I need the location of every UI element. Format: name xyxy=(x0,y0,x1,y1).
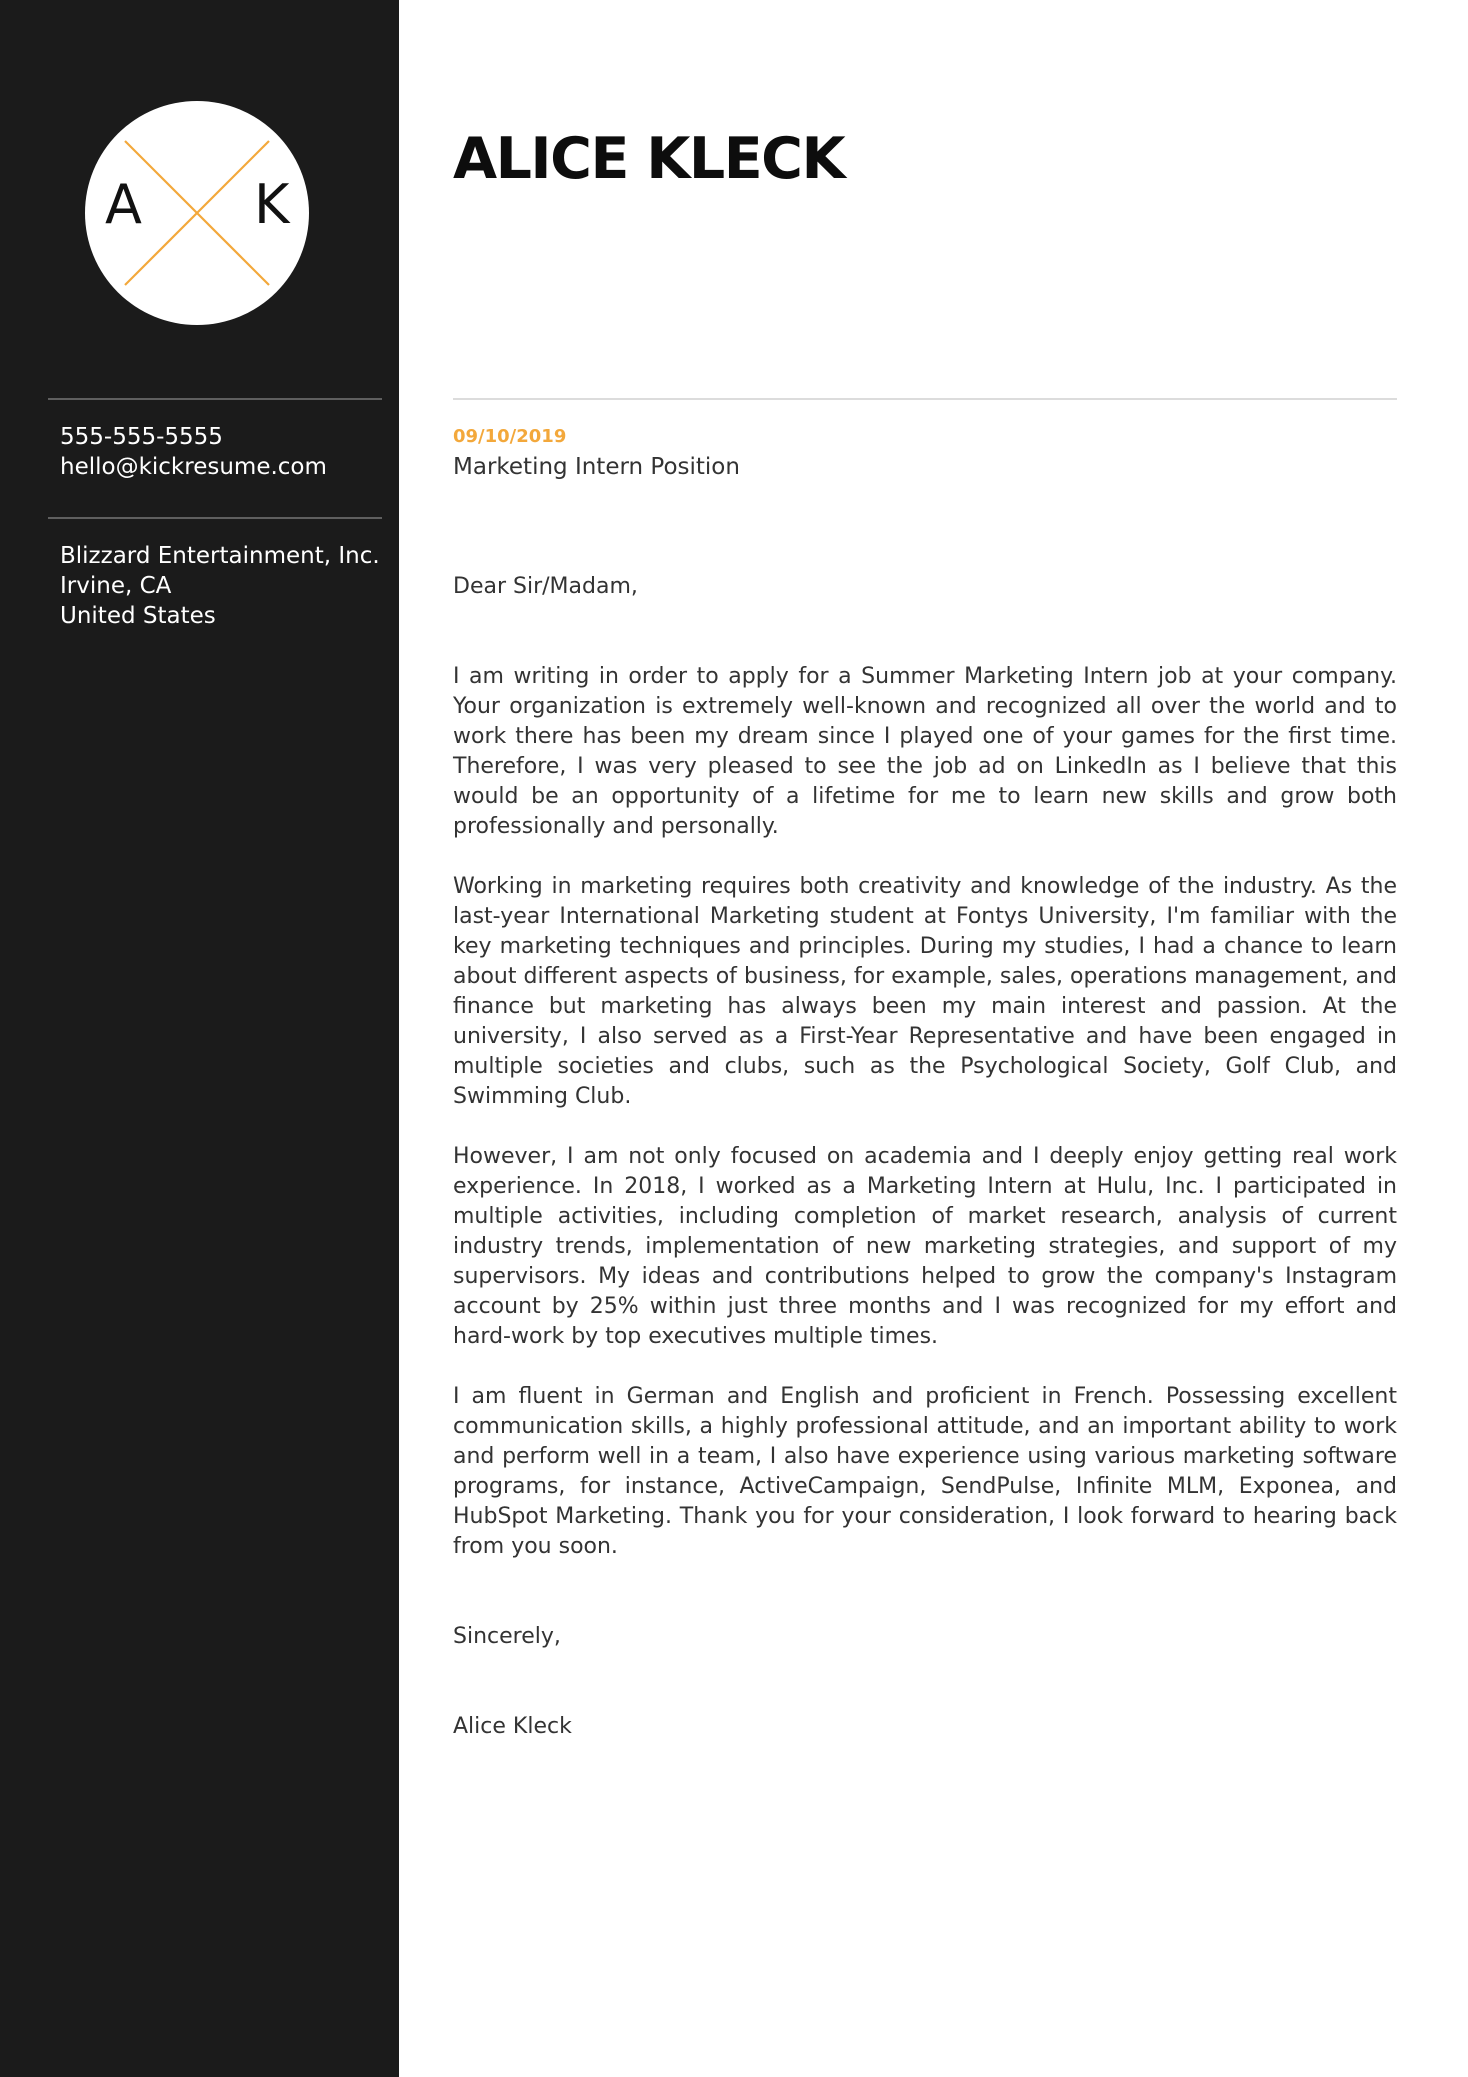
letter-date: 09/10/2019 xyxy=(453,426,567,447)
body-paragraph-1: I am writing in order to apply for a Summer Marketing Intern job at your company. Your organization is extremely well-known and recognized all over the world and to work there has been my dream since I played one of your games for the first time. Therefore, I was very pleased to see the job ad on LinkedIn as I believe that this would be an opportunity of a lifetime for me to learn new skills and grow both professionally and personally. xyxy=(453,664,1397,839)
applicant-name: ALICE KLECK xyxy=(453,126,845,192)
body-paragraph-2: Working in marketing requires both creativity and knowledge of the industry. As the last-year International Marketing student at Fontys University, I'm familiar with the key marketing techniques and principles. During my studies, I had a chance to learn about different aspects of business, for example, sales, operations management, and finance but marketing has always been my main interest and passion. At the university, I also served as a First-Year Representative and have been engaged in multiple societies and clubs, such as the Psychological Society, Golf Club, and Swimming Club. xyxy=(453,874,1397,1109)
recipient-city: Irvine, CA xyxy=(60,573,172,599)
header-divider xyxy=(453,398,1397,400)
salutation: Dear Sir/Madam, xyxy=(453,574,638,599)
body-paragraph-3: However, I am not only focused on academia and I deeply enjoy getting real work experience. In 2018, I worked as a Marketing Intern at Hulu, Inc. I participated in multiple activities, including completion of market research, analysis of current industry trends, implementation of new marketing strategies, and support of my supervisors. My ideas and contributions helped to grow the company's Instagram account by 25% within just three months and I was recognized for my effort and hard-work by top executives multiple times. xyxy=(453,1144,1397,1349)
recipient-address-block xyxy=(60,541,380,631)
monogram-initial-left: A xyxy=(105,173,142,236)
body-paragraph-4: I am fluent in German and English and proficient in French. Possessing excellent communication skills, a highly professional attitude, and an important ability to work and perform well in a team, I also have experience using various marketing software programs, for instance, ActiveCampaign, SendPulse, Infinite MLM, Exponea, and HubSpot Marketing. Thank you for your consideration, I look forward to hearing back from you soon. xyxy=(453,1384,1397,1559)
recipient-company: Blizzard Entertainment, Inc. xyxy=(60,543,380,569)
closing-phrase: Sincerely, xyxy=(453,1624,561,1649)
sidebar-divider-bottom xyxy=(48,517,382,519)
phone-number: 555-555-5555 xyxy=(60,424,223,450)
contact-block xyxy=(60,422,327,482)
letter-body xyxy=(453,572,1397,1742)
monogram-initial-right: K xyxy=(254,173,290,236)
sidebar xyxy=(0,0,399,2077)
sidebar-divider-top xyxy=(48,398,382,400)
monogram-logo xyxy=(85,101,309,325)
email-address: hello@kickresume.com xyxy=(60,454,327,480)
position-title: Marketing Intern Position xyxy=(453,454,740,480)
signature-name: Alice Kleck xyxy=(453,1714,572,1739)
recipient-country: United States xyxy=(60,603,216,629)
